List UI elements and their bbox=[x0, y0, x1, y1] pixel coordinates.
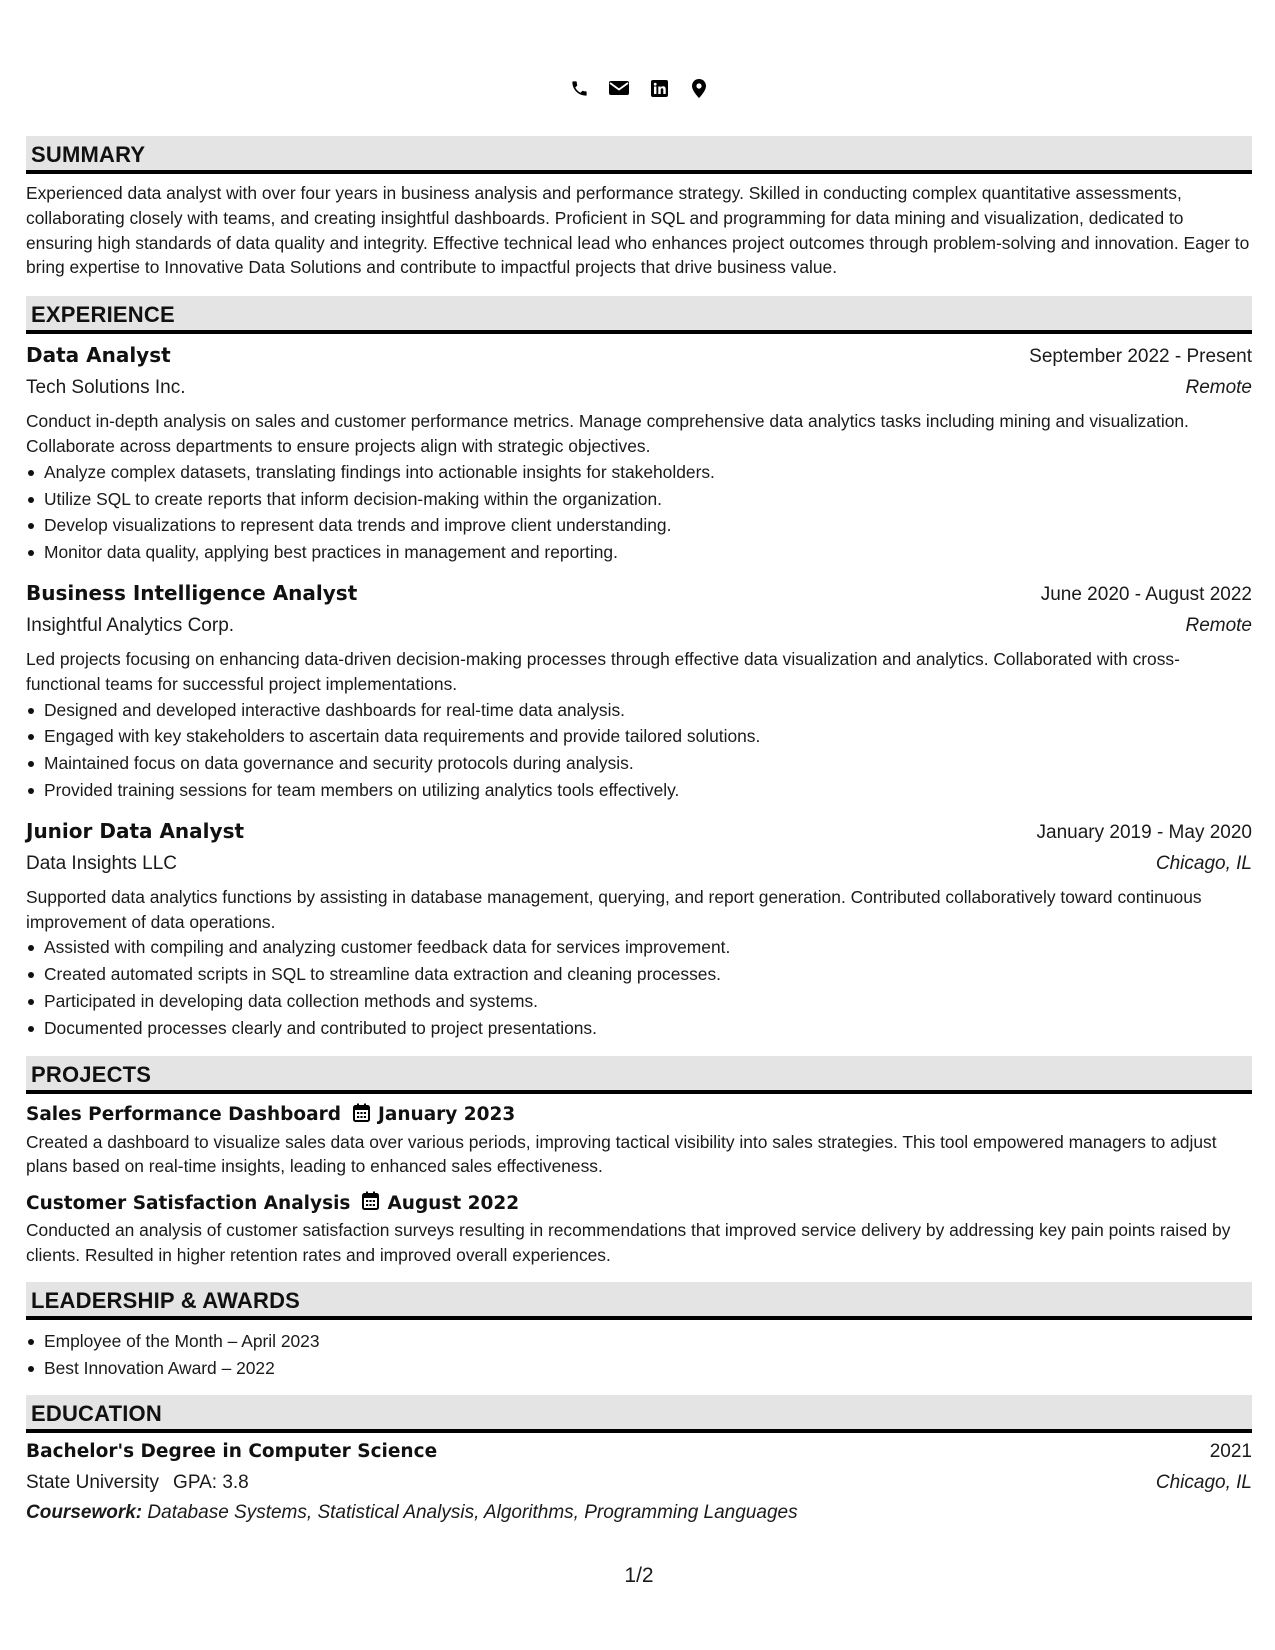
coursework-list: Database Systems, Statistical Analysis, Algorithms, Programming Languages bbox=[147, 1502, 798, 1524]
envelope-icon[interactable] bbox=[609, 78, 629, 98]
job-company: Insightful Analytics Corp. bbox=[26, 614, 235, 636]
job-bullets bbox=[26, 697, 1252, 804]
bullet-item: Engaged with key stakeholders to ascertain data requirements and provide tailored solutions. bbox=[44, 723, 1252, 750]
job-entry bbox=[26, 578, 1252, 804]
education-heading: EDUCATION bbox=[26, 1395, 1252, 1433]
education-school: State University bbox=[26, 1472, 160, 1494]
job-description: Conduct in-depth analysis on sales and customer performance metrics. Manage comprehensive data analytics tasks including mining and visualization. Collaborate across departments to ensure projects align with strategic objectives. bbox=[26, 411, 1189, 456]
job-bullets bbox=[26, 934, 1252, 1041]
map-pin-icon[interactable] bbox=[689, 78, 709, 98]
calendar-icon bbox=[362, 1191, 379, 1215]
bullet-item: Participated in developing data collection methods and systems. bbox=[44, 988, 1252, 1015]
education-degree: Bachelor's Degree in Computer Science bbox=[26, 1441, 438, 1463]
job-dates: June 2020 - August 2022 bbox=[1040, 583, 1252, 605]
job-description: Led projects focusing on enhancing data-driven decision-making processes through effective data visualization and analytics. Collaborated with cross-functional teams for successful project implementations. bbox=[26, 648, 1180, 694]
project-description: Conducted an analysis of customer satisfaction surveys resulting in recommendations that improved service delivery by addressing key pain points raised by clients. Resulted in higher retention rates and improved overall experiences. bbox=[26, 1220, 1231, 1265]
job-title: Business Intelligence Analyst bbox=[26, 580, 358, 605]
award-item: Employee of the Month – April 2023 bbox=[44, 1328, 1252, 1355]
projects-heading: PROJECTS bbox=[26, 1056, 1252, 1094]
job-description: Supported data analytics functions by assisting in database management, querying, and report generation. Contributed collaboratively toward continuous improvement of data operations. bbox=[26, 886, 1202, 932]
experience-heading: EXPERIENCE bbox=[26, 296, 1252, 334]
job-entry bbox=[26, 816, 1252, 1042]
bullet-item: Documented processes clearly and contributed to project presentations. bbox=[44, 1015, 1252, 1042]
project-description: Created a dashboard to visualize sales data over various periods, improving tactical visibility into sales strategies. This tool empowered managers to adjust plans based on real-time insights, leading to enhanced sales effectiveness. bbox=[26, 1131, 1217, 1177]
bullet-item: Analyze complex datasets, translating findings into actionable insights for stakeholders. bbox=[44, 459, 1252, 486]
job-title: Junior Data Analyst bbox=[26, 818, 245, 843]
coursework-label: Coursework: bbox=[26, 1502, 143, 1524]
project-title: Customer Satisfaction Analysis bbox=[26, 1192, 351, 1214]
bullet-item: Maintained focus on data governance and security protocols during analysis. bbox=[44, 750, 1252, 777]
summary-text: Experienced data analyst with over four years in business analysis and performance strategy. Skilled in conducting complex quantitative assessments, collaborating closely with teams, and creating insightful dashboards. Proficient in SQL and programming for data mining and visualization, dedicated to ensuring high standards of data quality and integrity. Effective technical lead who enhances project outcomes through problem-solving and innovation. Eager to bring expertise to Innovative Data Solutions and contribute to impactful projects that drive business value. bbox=[26, 183, 1250, 278]
coursework bbox=[26, 1498, 1252, 1528]
calendar-icon bbox=[353, 1103, 370, 1127]
bullet-item: Develop visualizations to represent data trends and improve client understanding. bbox=[44, 512, 1252, 539]
bullet-item: Designed and developed interactive dashboards for real-time data analysis. bbox=[44, 697, 1252, 724]
project-date: January 2023 bbox=[377, 1104, 516, 1126]
award-list bbox=[26, 1328, 1252, 1382]
bullet-item: Monitor data quality, applying best practices in management and reporting. bbox=[44, 539, 1252, 566]
bullet-item: Created automated scripts in SQL to streamline data extraction and cleaning processes. bbox=[44, 961, 1252, 988]
summary-heading: SUMMARY bbox=[26, 136, 1252, 174]
job-title: Data Analyst bbox=[26, 343, 171, 368]
bullet-item: Assisted with compiling and analyzing customer feedback data for services improvement. bbox=[44, 934, 1252, 961]
leadership-heading: LEADERSHIP & AWARDS bbox=[26, 1282, 1252, 1320]
phone-icon[interactable] bbox=[569, 78, 589, 98]
bullet-item: Provided training sessions for team members on utilizing analytics tools effectively. bbox=[44, 777, 1252, 804]
project-date: August 2022 bbox=[387, 1192, 520, 1214]
education-section bbox=[26, 1395, 1252, 1528]
contact-icons bbox=[26, 78, 1252, 98]
project-entry bbox=[26, 1102, 1252, 1180]
education-gpa: GPA: 3.8 bbox=[173, 1472, 249, 1494]
job-entry bbox=[26, 340, 1252, 566]
linkedin-icon[interactable] bbox=[649, 78, 669, 98]
job-company: Data Insights LLC bbox=[26, 852, 178, 874]
education-year: 2021 bbox=[1209, 1441, 1252, 1463]
education-location: Chicago, IL bbox=[1155, 1472, 1252, 1494]
job-company: Tech Solutions Inc. bbox=[26, 377, 186, 399]
job-bullets bbox=[26, 459, 1252, 566]
resume-content bbox=[26, 136, 1252, 1528]
bullet-item: Utilize SQL to create reports that inform decision-making within the organization. bbox=[44, 486, 1252, 513]
job-location: Remote bbox=[1185, 377, 1252, 399]
job-location: Chicago, IL bbox=[1155, 852, 1252, 874]
job-location: Remote bbox=[1185, 614, 1252, 636]
job-dates: January 2019 - May 2020 bbox=[1036, 821, 1252, 843]
leadership-section bbox=[26, 1282, 1252, 1382]
page-number: 1/2 bbox=[624, 1564, 654, 1587]
project-title: Sales Performance Dashboard bbox=[26, 1104, 341, 1126]
projects-section bbox=[26, 1056, 1252, 1268]
project-entry bbox=[26, 1190, 1252, 1268]
job-dates: September 2022 - Present bbox=[1029, 346, 1252, 368]
award-item: Best Innovation Award – 2022 bbox=[44, 1355, 1252, 1382]
